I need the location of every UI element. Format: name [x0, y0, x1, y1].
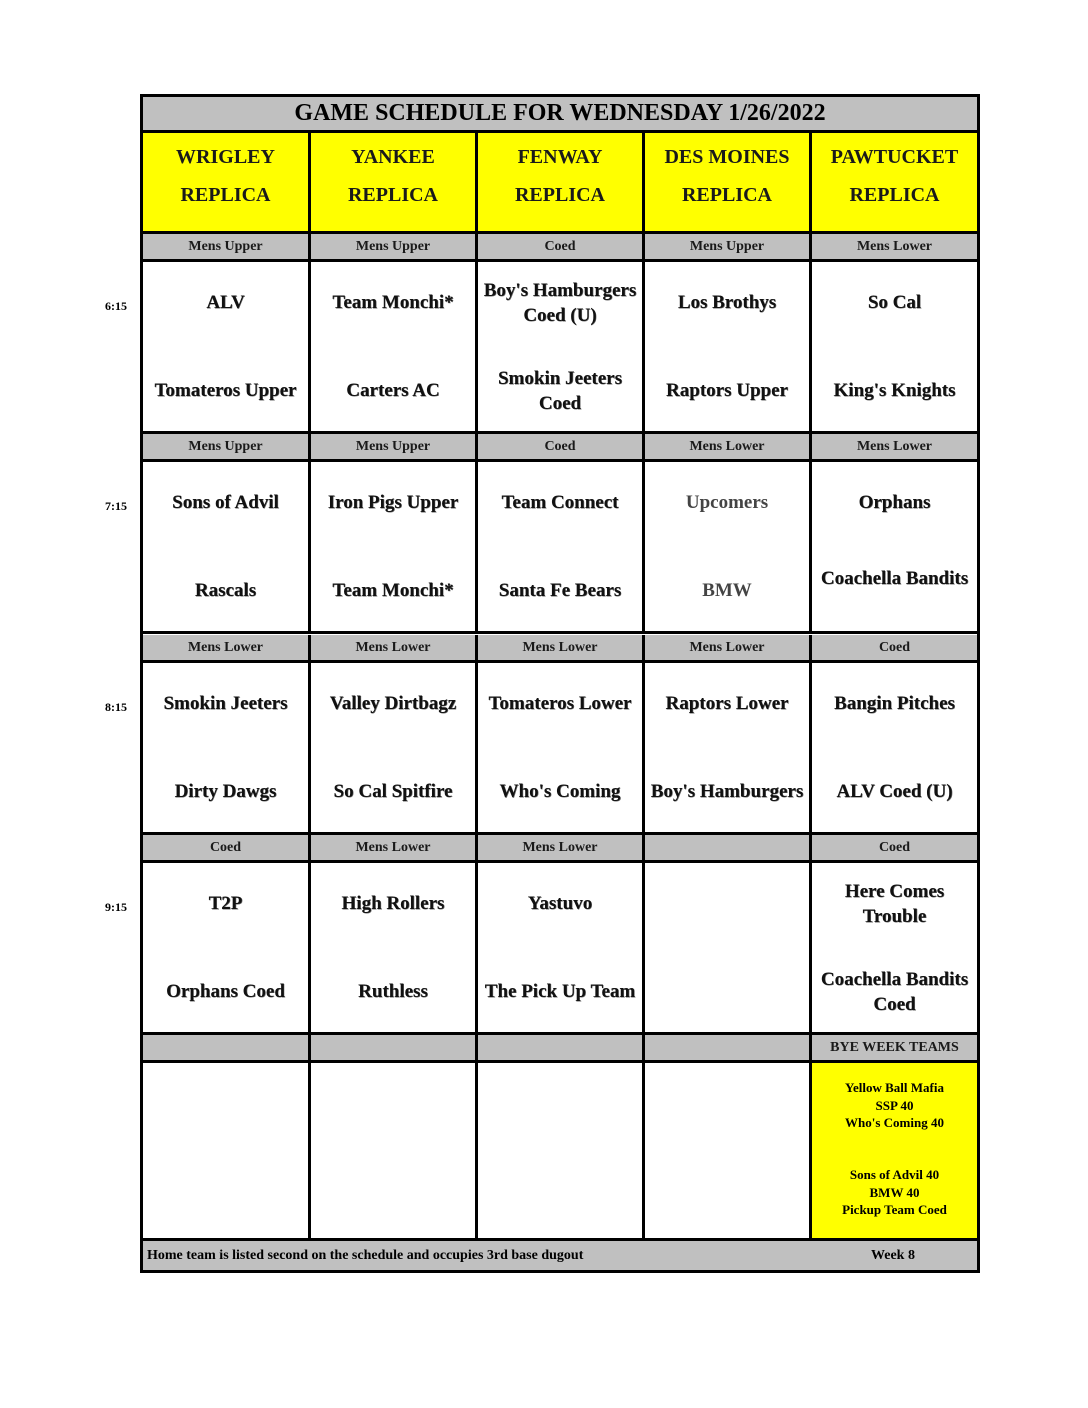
game-cell — [311, 462, 478, 634]
game-cell — [143, 663, 311, 835]
footer-note: Home team is listed second on the schedule and occupies 3rd base dugout — [147, 1248, 584, 1263]
game-cell — [812, 863, 977, 1035]
away-team: T2P — [208, 893, 243, 914]
home-team: Who's Coming — [499, 781, 621, 802]
division-label: Coed — [478, 434, 645, 462]
game-cell — [645, 863, 812, 1035]
game-cell — [311, 863, 478, 1035]
time-label: 7:15 — [105, 499, 127, 513]
page-title: GAME SCHEDULE FOR WEDNESDAY 1/26/2022 — [143, 97, 977, 133]
venue-header — [143, 133, 311, 234]
empty-cell — [143, 1063, 311, 1238]
division-label: Coed — [143, 835, 311, 863]
game-cell — [645, 663, 812, 835]
home-team: Smokin Jeeters Coed — [497, 367, 622, 414]
time-label: 9:15 — [105, 900, 127, 914]
game-cell — [143, 262, 311, 434]
time-label: 8:15 — [105, 700, 127, 714]
away-team: Yastuvo — [527, 893, 593, 914]
home-team: Dirty Dawgs — [174, 781, 277, 802]
bye-team: Sons of Advil 40 — [849, 1167, 940, 1182]
home-team: Boy's Hamburgers — [650, 781, 804, 802]
division-label: Mens Upper — [645, 234, 812, 262]
time-label: 6:15 — [105, 299, 127, 313]
venue-header — [645, 133, 812, 234]
division-label: Mens Lower — [645, 434, 812, 462]
away-team: Sons of Advil — [172, 492, 279, 513]
home-team: Team Monchi* — [332, 580, 454, 601]
game-cell — [812, 663, 977, 835]
bye-team: Pickup Team Coed — [842, 1202, 947, 1217]
bye-team: SSP 40 — [875, 1097, 914, 1113]
division-label: Mens Lower — [812, 434, 977, 462]
venue-name: DES MOINES — [664, 146, 790, 168]
home-team: Carters AC — [346, 380, 440, 401]
venue-header — [812, 133, 977, 234]
empty-cell — [478, 1063, 645, 1238]
venue-subtitle: REPLICA — [681, 184, 772, 206]
venue-name: YANKEE — [351, 146, 435, 168]
home-team: Coachella Bandits — [820, 567, 969, 589]
game-cell — [311, 663, 478, 835]
footer-bar — [143, 1238, 977, 1270]
venue-header — [478, 133, 645, 234]
venue-name: PAWTUCKET — [830, 146, 959, 168]
away-team: So Cal — [867, 292, 922, 313]
away-team: Tomateros Lower — [488, 693, 632, 714]
away-team: Smokin Jeeters — [163, 693, 288, 714]
empty-band — [645, 1035, 812, 1063]
home-team: Ruthless — [358, 981, 428, 1002]
venue-subtitle: REPLICA — [849, 184, 940, 206]
division-label: Coed — [478, 234, 645, 262]
bye-header: BYE WEEK TEAMS — [812, 1035, 977, 1063]
bye-team: Who's Coming 40 — [845, 1115, 944, 1130]
empty-band — [143, 1035, 311, 1063]
division-label: Mens Upper — [311, 434, 478, 462]
home-team: Tomateros Upper — [154, 380, 297, 401]
home-team: The Pick Up Team — [484, 981, 636, 1002]
home-team: Orphans Coed — [166, 981, 285, 1002]
division-label: Mens Lower — [311, 635, 478, 663]
venue-subtitle: REPLICA — [180, 184, 271, 206]
game-cell — [478, 663, 645, 835]
bye-team: BMW 40 — [869, 1184, 920, 1200]
game-cell — [311, 262, 478, 434]
game-cell — [645, 262, 812, 434]
division-label: Mens Lower — [143, 635, 311, 663]
game-cell — [143, 863, 311, 1035]
home-team: So Cal Spitfire — [333, 781, 453, 802]
bye-cell — [812, 1063, 977, 1238]
division-label: Mens Upper — [143, 234, 311, 262]
empty-band — [478, 1035, 645, 1063]
venue-header — [311, 133, 478, 234]
game-cell — [478, 863, 645, 1035]
away-team: Iron Pigs Upper — [327, 492, 459, 513]
away-team: Team Monchi* — [332, 292, 454, 313]
division-label: Mens Upper — [143, 434, 311, 462]
away-team: Team Connect — [501, 492, 619, 513]
division-label: Mens Lower — [478, 635, 645, 663]
away-team: High Rollers — [341, 893, 445, 914]
division-label: Coed — [812, 835, 977, 863]
division-label: Coed — [812, 635, 977, 663]
empty-cell — [311, 1063, 478, 1238]
venue-name: WRIGLEY — [176, 146, 275, 168]
away-team: Orphans — [858, 492, 931, 513]
division-label: Mens Lower — [311, 835, 478, 863]
venue-subtitle: REPLICA — [514, 184, 605, 206]
game-cell — [478, 462, 645, 634]
home-team: Raptors Upper — [666, 380, 788, 401]
schedule-sheet — [140, 94, 980, 1273]
division-label — [645, 835, 812, 863]
away-team: Upcomers — [685, 492, 769, 513]
week-label: Week 8 — [871, 1248, 915, 1263]
venue-subtitle: REPLICA — [347, 184, 438, 206]
division-label: Mens Lower — [812, 234, 977, 262]
home-team: BMW — [702, 580, 752, 601]
game-cell — [478, 262, 645, 434]
away-team: ALV — [206, 292, 245, 313]
away-team: Here Comes Trouble — [844, 880, 945, 927]
division-label: Mens Lower — [645, 635, 812, 663]
empty-cell — [645, 1063, 812, 1238]
game-cell — [645, 462, 812, 634]
game-cell — [812, 262, 977, 434]
away-team: Bangin Pitches — [834, 693, 955, 714]
venue-name: FENWAY — [517, 146, 603, 168]
game-cell — [812, 462, 977, 634]
division-label: Mens Upper — [311, 234, 478, 262]
bye-list-1 — [812, 1079, 977, 1132]
empty-band — [311, 1035, 478, 1063]
away-team: Valley Dirtbagz — [329, 693, 457, 714]
division-label: Mens Lower — [478, 835, 645, 863]
home-team: Rascals — [194, 580, 257, 601]
home-team: King's Knights — [833, 380, 956, 401]
bye-list-2 — [812, 1166, 977, 1219]
away-team: Raptors Lower — [665, 693, 789, 714]
game-cell — [143, 462, 311, 634]
home-team: Coachella Bandits Coed — [820, 968, 969, 1015]
away-team: Boy's Hamburgers Coed (U) — [483, 279, 637, 326]
bye-team: Yellow Ball Mafia — [845, 1080, 944, 1095]
home-team: Santa Fe Bears — [498, 580, 622, 601]
home-team: ALV Coed (U) — [836, 781, 953, 802]
away-team: Los Brothys — [677, 292, 777, 313]
